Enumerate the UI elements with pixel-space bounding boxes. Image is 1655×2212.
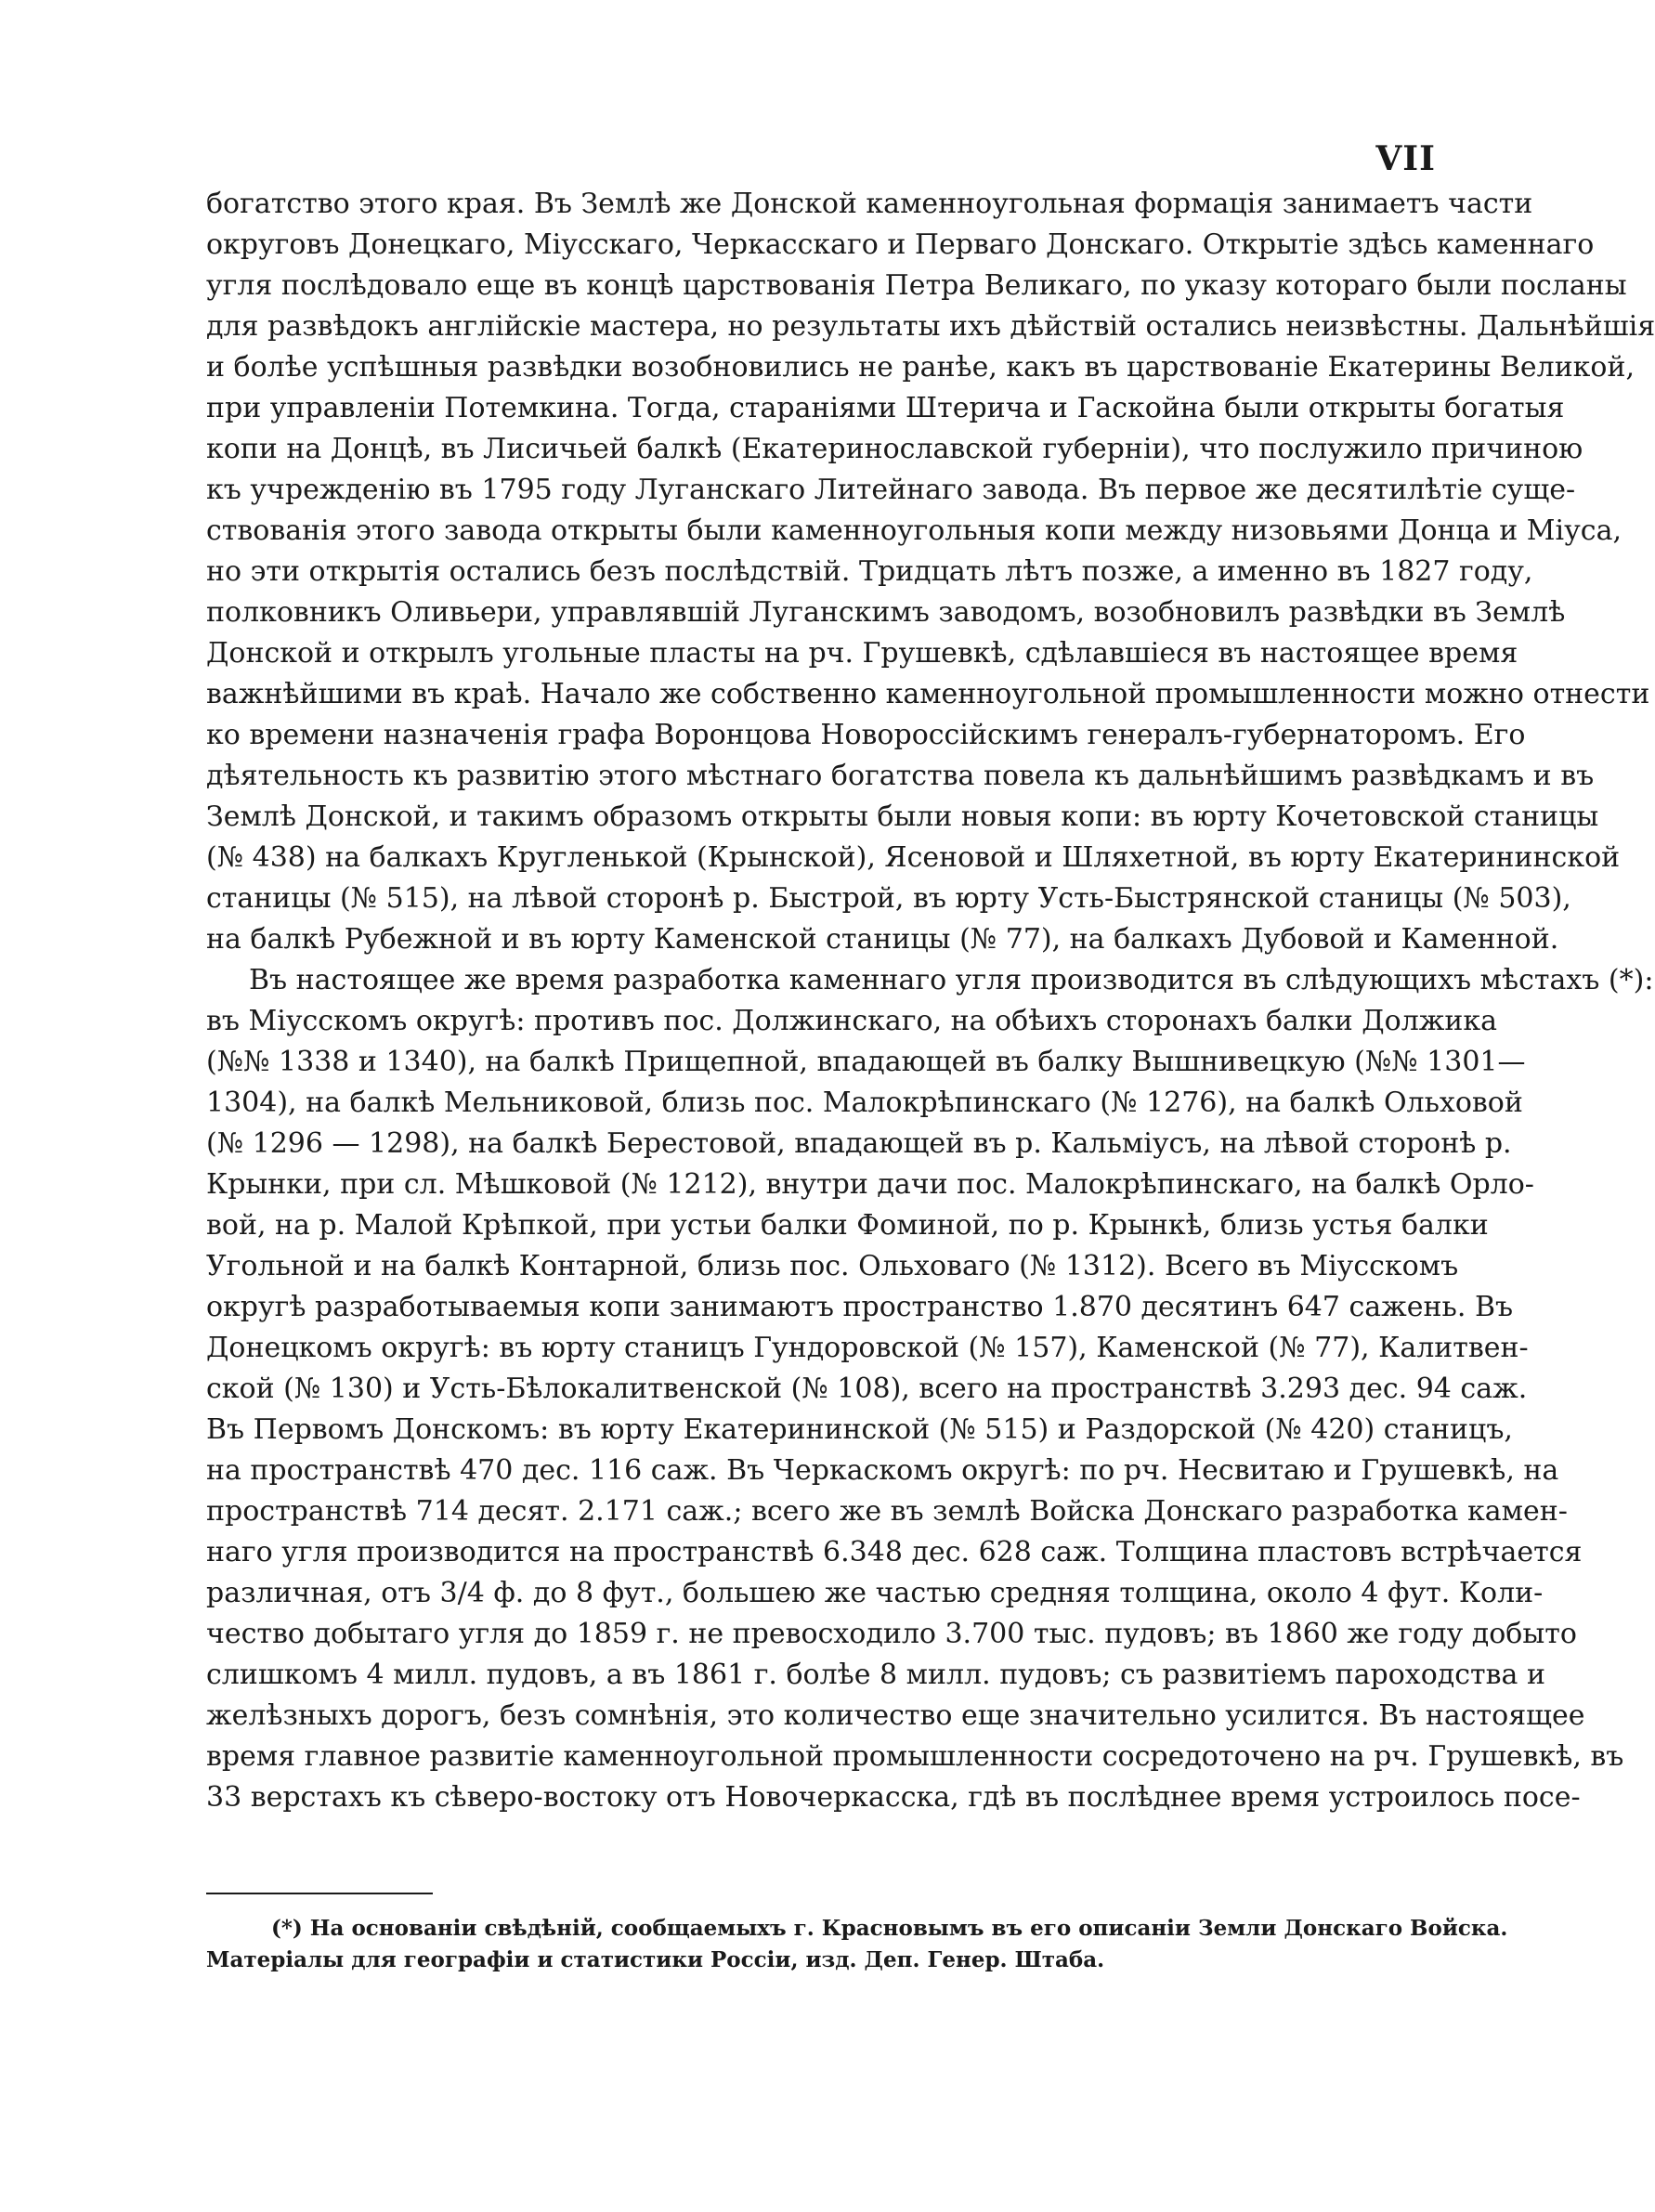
footnote — [206, 1913, 1508, 1976]
text-line: ко времени назначенія графа Воронцова Новороссійскимъ генералъ-губернаторомъ. Его — [206, 719, 1526, 751]
body-text — [206, 184, 1655, 1818]
text-line: (№ 438) на балкахъ Кругленькой (Крынской), Ясеновой и Шляхетной, въ юрту Екатерининской — [206, 841, 1621, 874]
page-number: VII — [1375, 139, 1436, 178]
text-line: Въ настоящее же время разработка каменнаго угля производится въ слѣдующихъ мѣстахъ (*): — [249, 964, 1654, 996]
text-line: важнѣйшими въ краѣ. Начало же собственно каменноугольной промышленности можно отнести — [206, 678, 1650, 710]
text-line: Землѣ Донской, и такимъ образомъ открыты были новыя копи: въ юрту Кочетовской станицы — [206, 800, 1599, 833]
text-line: Донской и открылъ угольные пласты на рч. Грушевкѣ, сдѣлавшіеся въ настоящее время — [206, 637, 1518, 670]
text-line: вой, на р. Малой Крѣпкой, при устьи балки Фоминой, по р. Крынкѣ, близь устья балки — [206, 1209, 1489, 1242]
text-line: на балкѣ Рубежной и въ юрту Каменской станицы (№ 77), на балкахъ Дубовой и Каменной. — [206, 923, 1559, 956]
text-line: (№ 1296 — 1298), на балкѣ Берестовой, впадающей въ р. Кальміусъ, на лѣвой сторонѣ р. — [206, 1127, 1512, 1160]
text-line: Донецкомъ округѣ: въ юрту станицъ Гундоровской (№ 157), Каменской (№ 77), Калитвен- — [206, 1332, 1529, 1364]
text-line: ствованія этого завода открыты были каменноугольныя копи между низовьями Донца и Міуса, — [206, 514, 1622, 547]
text-line: угля послѣдовало еще въ концѣ царствованія Петра Великаго, по указу котораго были посланы — [206, 269, 1627, 302]
footnote-divider — [206, 1893, 433, 1894]
text-line: Угольной и на балкѣ Контарной, близь пос. Ольховаго (№ 1312). Всего въ Міусскомъ — [206, 1250, 1459, 1282]
text-line: копи на Донцѣ, въ Лисичьей балкѣ (Екатеринославской губерніи), что послужило причиною — [206, 433, 1583, 465]
text-line: ской (№ 130) и Усть-Бѣлокалитвенской (№ 108), всего на пространствѣ 3.293 дес. 94 саж. — [206, 1373, 1528, 1405]
text-line: слишкомъ 4 милл. пудовъ, а въ 1861 г. болѣе 8 милл. пудовъ; съ развитіемъ пароходства и — [206, 1659, 1545, 1691]
text-line: дѣятельность къ развитію этого мѣстнаго богатства повела къ дальнѣйшимъ развѣдкамъ и въ — [206, 760, 1595, 792]
text-line: наго угля производится на пространствѣ 6.348 дес. 628 саж. Толщина пластовъ встрѣчается — [206, 1536, 1583, 1568]
text-line: и болѣе успѣшныя развѣдки возобновились не ранѣе, какъ въ царствованіе Екатерины Великой, — [206, 351, 1635, 384]
text-line: 33 верстахъ къ сѣверо-востоку отъ Новочеркасска, гдѣ въ послѣднее время устроилось посе- — [206, 1781, 1581, 1814]
text-line: желѣзныхъ дорогъ, безъ сомнѣнія, это количество еще значительно усилится. Въ настоящее — [206, 1699, 1585, 1732]
text-line: пространствѣ 714 десят. 2.171 саж.; всего же въ землѣ Войска Донскаго разработка камен- — [206, 1495, 1568, 1528]
text-line: время главное развитіе каменноугольной промышленности сосредоточено на рч. Грушевкѣ, въ — [206, 1740, 1624, 1773]
footnote-line: (*) На основаніи свѣдѣній, сообщаемыхъ г. Красновымъ въ его описаніи Земли Донскаго Войска. — [271, 1916, 1508, 1941]
text-line: на пространствѣ 470 дес. 116 саж. Въ Черкаскомъ округѣ: по рч. Несвитаю и Грушевкѣ, на — [206, 1454, 1559, 1487]
text-line: въ Міусскомъ округѣ: противъ пос. Должинскаго, на обѣихъ сторонахъ балки Должика — [206, 1005, 1497, 1037]
footnote-line: Матеріалы для географіи и статистики Россіи, изд. Деп. Генер. Штаба. — [206, 1947, 1105, 1972]
text-line: Крынки, при сл. Мѣшковой (№ 1212), внутри дачи пос. Малокрѣпинскаго, на балкѣ Орло- — [206, 1168, 1534, 1201]
text-line: различная, отъ 3/4 ф. до 8 фут., большею же частью средняя толщина, около 4 фут. Коли- — [206, 1577, 1544, 1609]
text-line: 1304), на балкѣ Мельниковой, близь пос. Малокрѣпинскаго (№ 1276), на балкѣ Ольховой — [206, 1086, 1523, 1119]
text-line: для развѣдокъ англійскіе мастера, но результаты ихъ дѣйствій остались неизвѣстны. Дальнѣйшія — [206, 310, 1655, 343]
text-line: богатство этого края. Въ Землѣ же Донской каменноугольная формація занимаетъ части — [206, 188, 1533, 220]
text-line: округѣ разработываемыя копи занимаютъ пространство 1.870 десятинъ 647 сажень. Въ — [206, 1291, 1514, 1323]
text-line: (№№ 1338 и 1340), на балкѣ Прищепной, впадающей въ балку Вышнивецкую (№№ 1301— — [206, 1046, 1526, 1078]
text-line: но эти открытія остались безъ послѣдствій. Тридцать лѣтъ позже, а именно въ 1827 году, — [206, 555, 1533, 588]
text-line: чество добытаго угля до 1859 г. не превосходило 3.700 тыс. пудовъ; въ 1860 же году добыто — [206, 1618, 1577, 1650]
text-line: при управленіи Потемкина. Тогда, стараніями Штерича и Гаскойна были открыты богатыя — [206, 392, 1565, 424]
text-line: Въ Первомъ Донскомъ: въ юрту Екатерининской (№ 515) и Раздорской (№ 420) станицъ, — [206, 1413, 1513, 1446]
text-line: къ учрежденію въ 1795 году Луганскаго Литейнаго завода. Въ первое же десятилѣтіе суще- — [206, 474, 1576, 506]
text-line: округовъ Донецкаго, Міусскаго, Черкасскаго и Перваго Донскаго. Открытіе здѣсь каменнаго — [206, 228, 1595, 261]
text-line: полковникъ Оливьери, управлявшій Луганскимъ заводомъ, возобновилъ развѣдки въ Землѣ — [206, 596, 1566, 629]
text-line: станицы (№ 515), на лѣвой сторонѣ р. Быстрой, въ юрту Усть-Быстрянской станицы (№ 503), — [206, 882, 1571, 915]
